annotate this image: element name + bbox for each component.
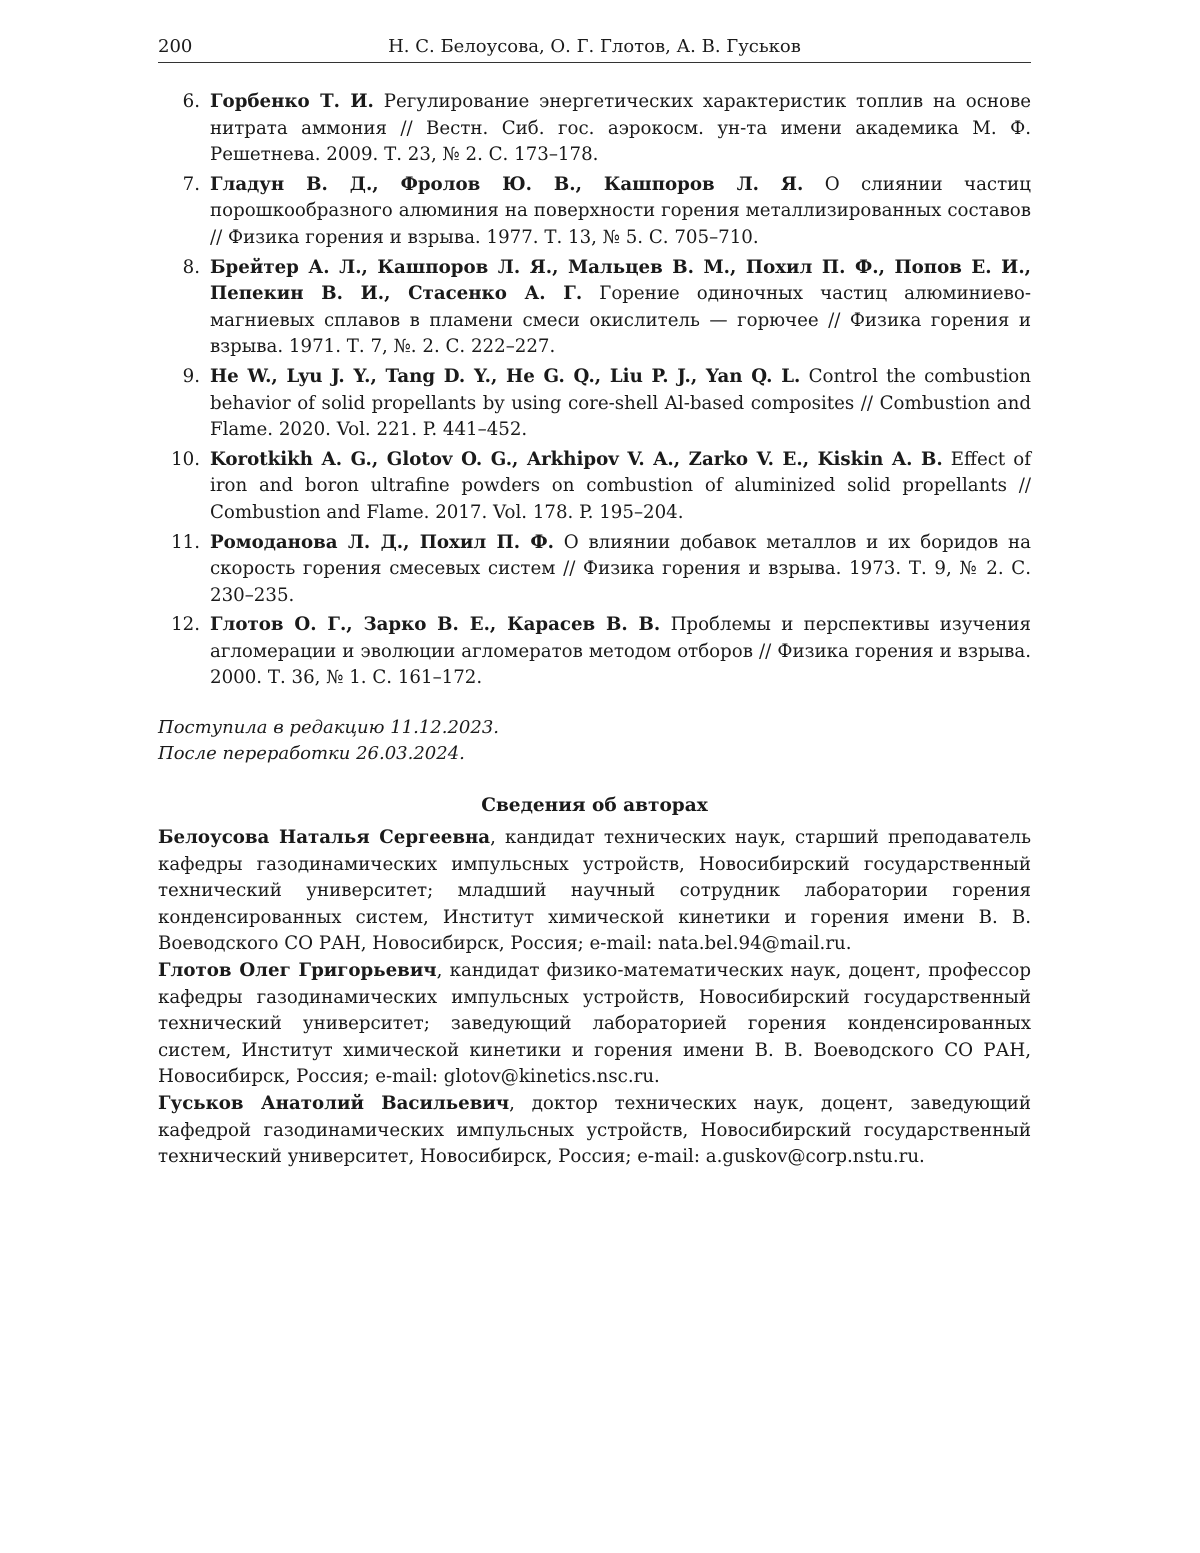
- author-name: Глотов Олег Григорьевич: [158, 960, 437, 982]
- reference-number: 11.: [171, 531, 200, 553]
- reference-item: [158, 447, 1031, 527]
- section-title: Сведения об авторах: [481, 795, 708, 817]
- reference-item: [158, 364, 1031, 444]
- received-date: Поступила в редакцию 11.12.2023.: [158, 717, 499, 739]
- reference-text: Горение одиночных частиц алюминиево-магниевых сплавов в пламени смеси окислитель — горючее // Физика горения и взрыва. 1971. Т. 7, №. 2. С. 222–227.: [210, 283, 1031, 358]
- running-authors: Н. С. Белоусова, О. Г. Глотов, А. В. Гуськов: [388, 36, 801, 57]
- received-dates: [158, 715, 1031, 767]
- author-entry: [158, 825, 1031, 958]
- reference-authors: Korotkikh A. G., Glotov O. G., Arkhipov V. A., Zarko V. E., Kiskin A. B.: [210, 448, 943, 470]
- reference-item: [158, 89, 1031, 169]
- page: [158, 34, 1031, 1171]
- reference-authors: Брейтер А. Л., Кашпоров Л. Я., Мальцев В. М., Похил П. Ф., Попов Е. И., Пепекин В. И., Стасенко А. Г.: [210, 256, 1031, 305]
- reference-number: 7.: [182, 173, 200, 195]
- reference-authors: Горбенко Т. И.: [210, 91, 374, 112]
- reference-list: [158, 89, 1031, 692]
- reference-authors: Гладун В. Д., Фролов Ю. В., Кашпоров Л. Я.: [210, 173, 804, 195]
- reference-text: О слиянии частиц порошкообразного алюминия на поверхности горения металлизированных составов // Физика горения и взрыва. 1977. Т. 13, № 5. С. 705–710.: [210, 173, 1031, 248]
- author-entry: [158, 1091, 1031, 1171]
- author-name: Гуськов Анатолий Васильевич: [158, 1093, 510, 1114]
- author-details: , кандидат физико-математических наук, доцент, профессор кафедры газодинамических импульсных устройств, Новосибирский государственный технический университет; заведующий лабораторией горения конденсированных систем, Институт химической кинетики и горения имени В. В. Воеводского СО РАН, Новосибирск, Россия; e-mail: glotov@kinetics.nsc.ru.: [158, 960, 1031, 1088]
- reference-text: Effect of iron and boron ultrafine powders on combustion of aluminized solid propellants // Combustion and Flame. 2017. Vol. 178. P. 195–204.: [210, 448, 1031, 523]
- reference-item: [158, 255, 1031, 361]
- reference-authors: Глотов О. Г., Зарко В. Е., Карасев В. В.: [210, 614, 661, 636]
- reference-text: Control the combustion behavior of solid propellants by using core-shell Al-based composites // Combustion and Flame. 2020. Vol. 221. P. 441–452.: [210, 365, 1031, 441]
- reference-authors: Ромоданова Л. Д., Похил П. Ф.: [210, 531, 554, 553]
- author-entry: [158, 958, 1031, 1091]
- author-name: Белоусова Наталья Сергеевна: [158, 827, 491, 849]
- reference-item: [158, 530, 1031, 610]
- reference-authors: He W., Lyu J. Y., Tang D. Y., He G. Q., Liu P. J., Yan Q. L.: [210, 365, 801, 387]
- reference-text: Проблемы и перспективы изучения агломерации и эволюции агломератов методом отборов // Физика горения и взрыва. 2000. Т. 36, № 1. С. 161–172.: [210, 614, 1031, 689]
- reference-number: 12.: [171, 614, 200, 636]
- page-number: 200: [158, 36, 193, 57]
- reference-item: [158, 612, 1031, 692]
- author-details: , кандидат технических наук, старший преподаватель кафедры газодинамических импульсных устройств, Новосибирский государственный технический университет; младший научный сотрудник лаборатории горения конденсированных систем, Институт химической кинетики и горения имени В. В. Воеводского СО РАН, Новосибирск, Россия; e-mail: nata.bel.94@mail.ru.: [158, 827, 1031, 955]
- reference-number: 6.: [182, 91, 200, 112]
- reference-item: [158, 172, 1031, 252]
- author-details: , доктор технических наук, доцент, заведующий кафедрой газодинамических импульсных устройств, Новосибирский государственный технический университет, Новосибирск, Россия; e-mail: a.guskov@corp.nstu.ru.: [158, 1093, 1031, 1168]
- reference-number: 10.: [171, 448, 200, 470]
- reference-text: Регулирование энергетических характеристик топлив на основе нитрата аммония // Вестн. Сиб. гос. аэрокосм. ун-та имени академика М. Ф. Решетнева. 2009. Т. 23, № 2. С. 173–178.: [210, 91, 1031, 166]
- reference-text: О влиянии добавок металлов и их боридов на скорость горения смесевых систем // Физика горения и взрыва. 1973. Т. 9, № 2. С. 230–235.: [210, 531, 1031, 606]
- running-head: [158, 34, 1031, 63]
- reference-number: 8.: [182, 256, 200, 278]
- revised-date: После переработки 26.03.2024.: [158, 743, 465, 765]
- reference-number: 9.: [182, 365, 200, 387]
